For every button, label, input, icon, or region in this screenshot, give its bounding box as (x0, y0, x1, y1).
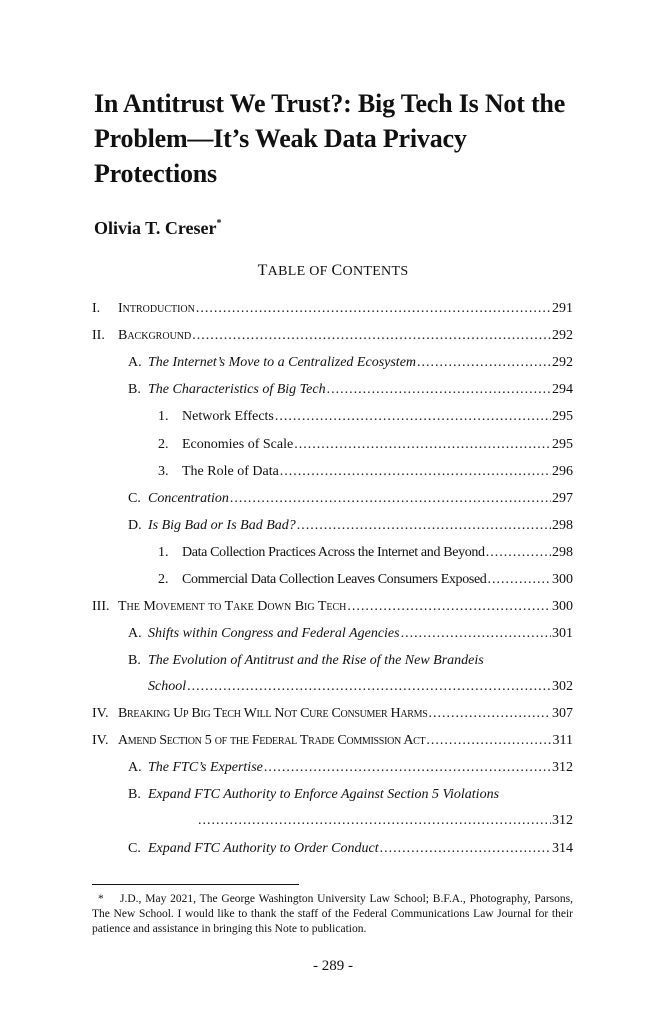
author-footnote-mark: * (216, 218, 222, 229)
footnote-mark: * (98, 893, 104, 905)
toc-entry[interactable]: B. Expand FTC Authority to Enforce Against Section 5 Violations (128, 787, 500, 802)
author-name: Olivia T. Creser* (94, 218, 222, 238)
toc-entry[interactable]: A. The Internet’s Move to a Centralized Ecosystem ..... 292 (128, 354, 573, 372)
toc-entry[interactable]: B. The Evolution of Antitrust and the Rise of the New Brandeis (128, 653, 484, 668)
toc-entry[interactable]: D. Is Big Bad or Is Bad Bad? ..... 298 (128, 517, 573, 535)
toc-entry-continuation[interactable]: ..... 312 (198, 812, 573, 830)
footnote (92, 892, 573, 937)
toc-entry[interactable]: A. Shifts within Congress and Federal Agencies ..... 301 (128, 625, 573, 643)
toc-entry[interactable]: 2. Economies of Scale ..... 295 (158, 436, 573, 454)
toc-entry[interactable]: II. Background ..... 292 (92, 327, 573, 345)
toc-entry[interactable]: IV. Breaking Up Big Tech Will Not Cure Consumer Harms ..... 307 (92, 705, 573, 723)
toc-entry[interactable]: III. The Movement to Take Down Big Tech ..... 300 (92, 598, 573, 616)
toc-entry[interactable]: A. The FTC’s Expertise ..... 312 (128, 759, 573, 777)
article-title: In Antitrust We Trust?: Big Tech Is Not the Problem—It’s Weak Data Privacy Protections (94, 89, 566, 188)
toc-entry[interactable]: C. Expand FTC Authority to Order Conduct ..... 314 (128, 840, 573, 858)
toc-entry[interactable]: 1. Network Effects ..... 295 (158, 408, 573, 426)
page-number: - 289 - (313, 958, 353, 974)
footnote-text: J.D., May 2021, The George Washington University Law School; B.F.A., Photography, Parsons, The New School. I would like to thank the staff of the Federal Communications Law Journal for their patience and assistance in bringing this Note to publication. (92, 893, 573, 935)
toc-entry[interactable]: I. Introduction ..... 291 (92, 300, 573, 318)
toc-entry[interactable]: 3. The Role of Data ..... 296 (158, 463, 573, 481)
toc-entry-continuation[interactable]: School ..... 302 (148, 678, 573, 696)
toc-entry[interactable]: 1. Data Collection Practices Across the Internet and Beyond ..... 298 (158, 544, 573, 562)
toc-heading: TABLE OF CONTENTS (257, 262, 409, 279)
toc-entry[interactable]: C. Concentration ..... 297 (128, 490, 573, 508)
footnote-separator (92, 884, 299, 885)
toc-entry[interactable]: B. The Characteristics of Big Tech ..... 294 (128, 381, 573, 399)
toc-entry[interactable]: 2. Commercial Data Collection Leaves Consumers Exposed ..... 300 (158, 571, 573, 589)
toc-entry[interactable]: IV. Amend Section 5 of the Federal Trade Commission Act ..... 311 (92, 732, 573, 750)
